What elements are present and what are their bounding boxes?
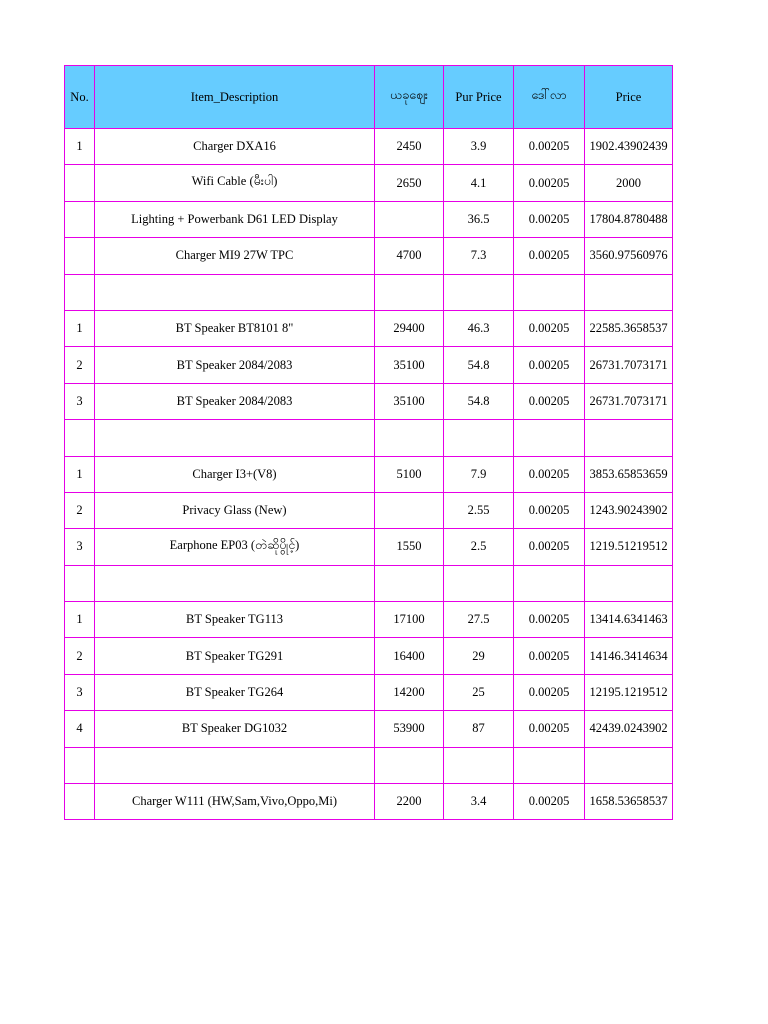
cell-no: 2 [65, 347, 95, 383]
cell-current-price: 2650 [375, 165, 444, 201]
cell-price: 12195.1219512 [585, 674, 673, 710]
cell-price: 1658.53658537 [585, 784, 673, 820]
table-row [65, 784, 673, 820]
cell-pur-price [444, 420, 514, 456]
cell-item-description: Earphone EP03 (တဲဆိုပွိုင့်) [95, 529, 375, 565]
cell-current-price: 5100 [375, 456, 444, 492]
cell-dollar-rate: 0.00205 [514, 201, 585, 237]
cell-price: 3560.97560976 [585, 238, 673, 274]
cell-pur-price: 25 [444, 674, 514, 710]
header-current-price: ယခုဈေး [375, 66, 444, 129]
cell-pur-price: 27.5 [444, 602, 514, 638]
cell-price: 26731.7073171 [585, 347, 673, 383]
cell-item-description: BT Speaker DG1032 [95, 711, 375, 747]
cell-item-description [95, 274, 375, 310]
header-no: No. [65, 66, 95, 129]
price-table [64, 65, 673, 820]
cell-dollar-rate: 0.00205 [514, 638, 585, 674]
cell-pur-price: 87 [444, 711, 514, 747]
cell-item-description: BT Speaker TG291 [95, 638, 375, 674]
cell-dollar-rate: 0.00205 [514, 529, 585, 565]
cell-price: 14146.3414634 [585, 638, 673, 674]
cell-price: 17804.8780488 [585, 201, 673, 237]
cell-no: 4 [65, 711, 95, 747]
cell-item-description [95, 420, 375, 456]
cell-no: 2 [65, 492, 95, 528]
cell-item-description [95, 747, 375, 783]
header-item-description: Item_Description [95, 66, 375, 129]
cell-pur-price: 3.4 [444, 784, 514, 820]
cell-price: 42439.0243902 [585, 711, 673, 747]
cell-current-price: 4700 [375, 238, 444, 274]
cell-no [65, 201, 95, 237]
cell-current-price [375, 565, 444, 601]
cell-current-price [375, 420, 444, 456]
cell-dollar-rate [514, 420, 585, 456]
cell-price: 2000 [585, 165, 673, 201]
cell-current-price: 29400 [375, 310, 444, 346]
table-row [65, 129, 673, 165]
cell-dollar-rate: 0.00205 [514, 602, 585, 638]
table-row [65, 310, 673, 346]
header-row [65, 66, 673, 129]
cell-current-price: 14200 [375, 674, 444, 710]
cell-price: 22585.3658537 [585, 310, 673, 346]
cell-dollar-rate [514, 565, 585, 601]
table-row [65, 383, 673, 419]
cell-pur-price [444, 565, 514, 601]
cell-item-description: Charger I3+(V8) [95, 456, 375, 492]
cell-pur-price: 46.3 [444, 310, 514, 346]
cell-no [65, 165, 95, 201]
cell-item-description: BT Speaker 2084/2083 [95, 347, 375, 383]
cell-item-description: BT Speaker 2084/2083 [95, 383, 375, 419]
cell-item-description: BT Speaker BT8101 8" [95, 310, 375, 346]
table-row [65, 565, 673, 601]
cell-dollar-rate: 0.00205 [514, 711, 585, 747]
cell-current-price: 1550 [375, 529, 444, 565]
table-row [65, 638, 673, 674]
cell-no: 3 [65, 674, 95, 710]
cell-pur-price [444, 274, 514, 310]
cell-item-description: Lighting + Powerbank D61 LED Display [95, 201, 375, 237]
cell-current-price [375, 492, 444, 528]
table-row [65, 274, 673, 310]
cell-dollar-rate [514, 747, 585, 783]
cell-no [65, 565, 95, 601]
cell-pur-price: 36.5 [444, 201, 514, 237]
cell-no [65, 274, 95, 310]
cell-current-price: 2200 [375, 784, 444, 820]
cell-price: 1243.90243902 [585, 492, 673, 528]
cell-current-price [375, 274, 444, 310]
cell-no: 2 [65, 638, 95, 674]
cell-pur-price: 7.9 [444, 456, 514, 492]
cell-dollar-rate [514, 274, 585, 310]
cell-item-description: Wifi Cable (မီးပါ) [95, 165, 375, 201]
cell-price [585, 565, 673, 601]
table-row [65, 238, 673, 274]
cell-current-price: 17100 [375, 602, 444, 638]
header-pur-price: Pur Price [444, 66, 514, 129]
cell-pur-price: 2.55 [444, 492, 514, 528]
cell-dollar-rate: 0.00205 [514, 238, 585, 274]
cell-no [65, 747, 95, 783]
cell-price: 3853.65853659 [585, 456, 673, 492]
table-row [65, 456, 673, 492]
cell-no: 1 [65, 310, 95, 346]
cell-pur-price: 54.8 [444, 383, 514, 419]
cell-pur-price [444, 747, 514, 783]
cell-no [65, 784, 95, 820]
cell-current-price [375, 201, 444, 237]
cell-price: 13414.6341463 [585, 602, 673, 638]
table-row [65, 492, 673, 528]
cell-dollar-rate: 0.00205 [514, 129, 585, 165]
cell-pur-price: 4.1 [444, 165, 514, 201]
cell-pur-price: 29 [444, 638, 514, 674]
cell-current-price: 35100 [375, 347, 444, 383]
table-row [65, 711, 673, 747]
table-row [65, 201, 673, 237]
cell-pur-price: 7.3 [444, 238, 514, 274]
cell-item-description [95, 565, 375, 601]
cell-item-description: Charger MI9 27W TPC [95, 238, 375, 274]
cell-dollar-rate: 0.00205 [514, 674, 585, 710]
cell-dollar-rate: 0.00205 [514, 383, 585, 419]
cell-pur-price: 54.8 [444, 347, 514, 383]
cell-current-price: 53900 [375, 711, 444, 747]
cell-no: 1 [65, 602, 95, 638]
cell-price [585, 420, 673, 456]
cell-current-price: 16400 [375, 638, 444, 674]
cell-item-description: Privacy Glass (New) [95, 492, 375, 528]
cell-current-price: 2450 [375, 129, 444, 165]
cell-pur-price: 3.9 [444, 129, 514, 165]
cell-dollar-rate: 0.00205 [514, 784, 585, 820]
table-row [65, 420, 673, 456]
table-body [65, 129, 673, 820]
cell-price: 1902.43902439 [585, 129, 673, 165]
cell-price: 1219.51219512 [585, 529, 673, 565]
cell-current-price: 35100 [375, 383, 444, 419]
cell-no [65, 238, 95, 274]
header-dollar-rate: ဒေါ်လာ [514, 66, 585, 129]
cell-item-description: BT Speaker TG113 [95, 602, 375, 638]
table-row [65, 602, 673, 638]
cell-price [585, 747, 673, 783]
cell-no: 3 [65, 529, 95, 565]
cell-price: 26731.7073171 [585, 383, 673, 419]
cell-price [585, 274, 673, 310]
header-price: Price [585, 66, 673, 129]
table-row [65, 674, 673, 710]
cell-dollar-rate: 0.00205 [514, 310, 585, 346]
cell-dollar-rate: 0.00205 [514, 492, 585, 528]
cell-no: 3 [65, 383, 95, 419]
cell-item-description: Charger W111 (HW,Sam,Vivo,Oppo,Mi) [95, 784, 375, 820]
cell-item-description: Charger DXA16 [95, 129, 375, 165]
cell-dollar-rate: 0.00205 [514, 165, 585, 201]
table-row [65, 165, 673, 201]
table-row [65, 347, 673, 383]
cell-current-price [375, 747, 444, 783]
cell-dollar-rate: 0.00205 [514, 456, 585, 492]
cell-no: 1 [65, 456, 95, 492]
cell-item-description: BT Speaker TG264 [95, 674, 375, 710]
cell-no [65, 420, 95, 456]
table-row [65, 747, 673, 783]
cell-no: 1 [65, 129, 95, 165]
table-row [65, 529, 673, 565]
cell-pur-price: 2.5 [444, 529, 514, 565]
cell-dollar-rate: 0.00205 [514, 347, 585, 383]
